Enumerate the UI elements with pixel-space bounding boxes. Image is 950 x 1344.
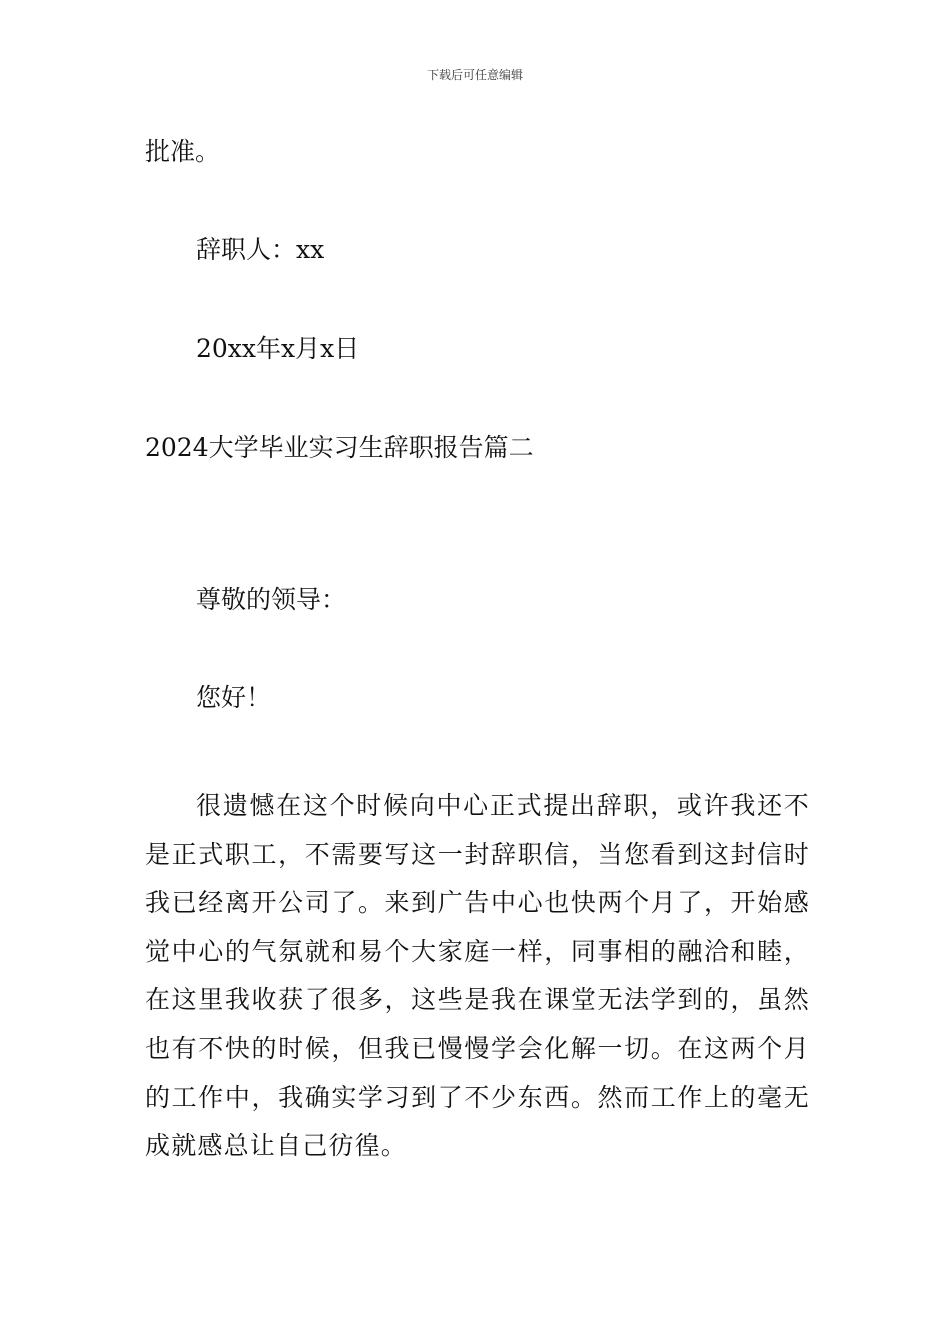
page-header-note: 下载后可任意编辑 (426, 68, 523, 82)
body-paragraph: 很遗憾在这个时候向中心正式提出辞职，或许我还不是正式职工，不需要写这一封辞职信，当您看到这封信时我已经离开公司了。来到广告中心也快两个月了，开始感觉中心的气氛就和易个大家庭一样，同事相的融洽和睦，在这里我收获了很多，这些是我在课堂无法学到的，虽然也有不快的时候，但我已慢慢学会化解一切。在这两个月的工作中，我确实学习到了不少东西。然而工作上的毫无成就感总让自己彷徨。 (145, 791, 810, 1161)
greeting: 您好！ (196, 683, 272, 712)
resigner-line: 辞职人：xx (196, 235, 325, 264)
salutation: 尊敬的领导： (196, 585, 347, 614)
section-title: 2024大学毕业实习生辞职报告篇二 (145, 433, 534, 462)
approval-text: 批准。 (145, 137, 221, 166)
date-line: 20xx年x月x日 (196, 334, 360, 363)
